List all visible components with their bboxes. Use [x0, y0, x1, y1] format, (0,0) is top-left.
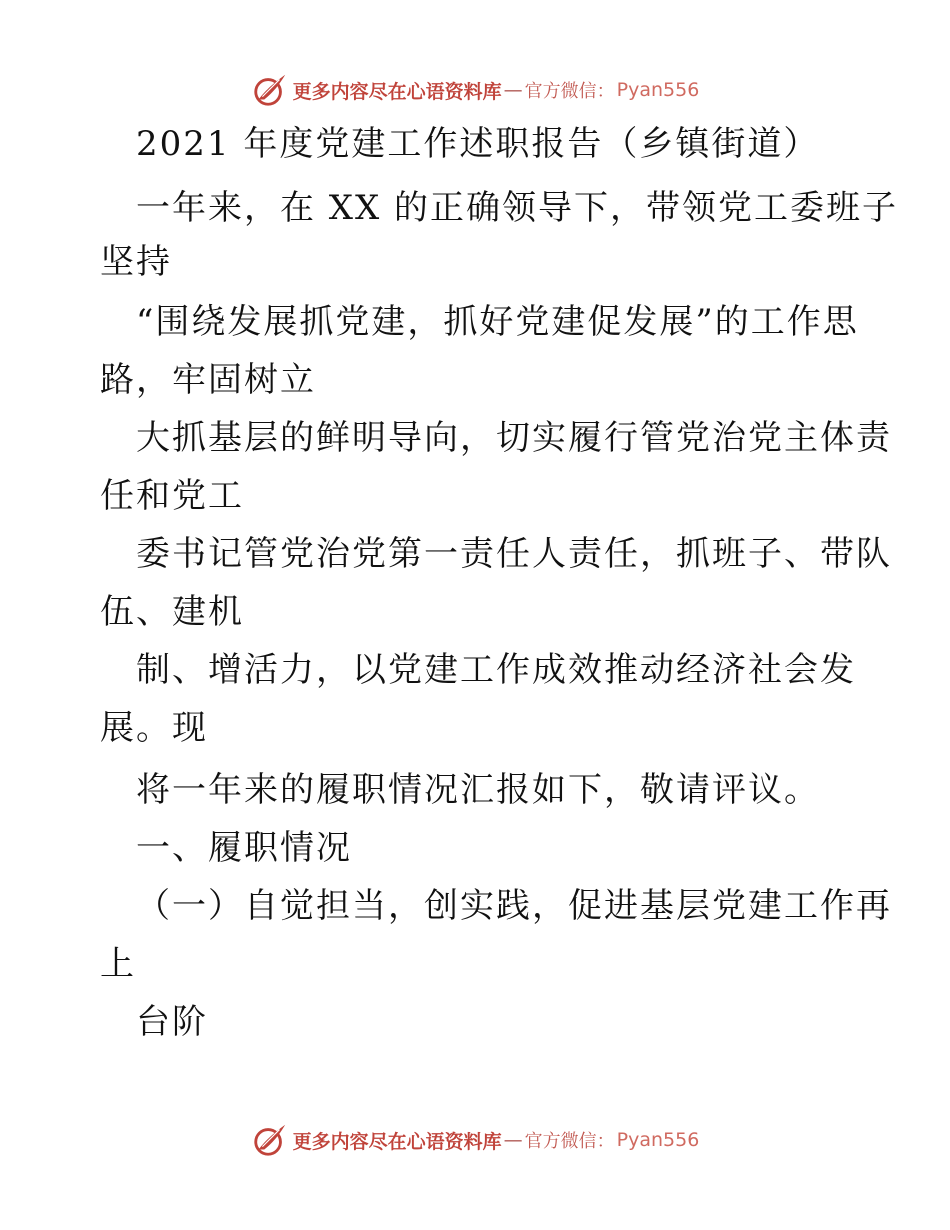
watermark-separator: —: [503, 79, 523, 101]
paragraph-line: 上: [100, 944, 136, 984]
subsection-heading: （一）自觉担当，创实践，促进基层党建工作再: [136, 886, 892, 926]
watermark-official-label: 官方微信：: [524, 81, 615, 102]
watermark-official-label: 官方微信：: [524, 1131, 615, 1152]
quill-logo-icon: [251, 1121, 289, 1159]
quill-logo-icon: [251, 71, 289, 109]
paragraph-line: 任和党工: [100, 476, 244, 516]
paragraph-line: 制、增活力，以党建工作成效推动经济社会发: [136, 650, 856, 690]
paragraph-line: 坚持: [100, 242, 172, 282]
header-watermark: [0, 70, 950, 110]
document-title: 2021 年度党建工作述职报告（乡镇街道）: [136, 124, 820, 164]
paragraph-line: 将一年来的履职情况汇报如下，敬请评议。: [136, 770, 820, 810]
paragraph-line: 一年来，在 XX 的正确领导下，带领党工委班子: [136, 188, 899, 228]
watermark-separator: —: [503, 1129, 523, 1151]
paragraph-line: 大抓基层的鲜明导向，切实履行管党治党主体责: [136, 418, 892, 458]
footer-watermark: [0, 1120, 950, 1160]
paragraph-line: 路，牢固树立: [100, 360, 316, 400]
paragraph-line: 台阶: [136, 1002, 208, 1042]
section-heading: 一、履职情况: [136, 828, 352, 868]
paragraph-line: “围绕发展抓党建，抓好党建促发展”的工作思: [136, 302, 859, 342]
watermark-wechat-id: Pyan556: [616, 1129, 700, 1151]
paragraph-line: 展。现: [100, 708, 208, 748]
paragraph-line: 伍、建机: [100, 592, 244, 632]
watermark-brand-text: 更多内容尽在心语资料库: [292, 1130, 502, 1153]
paragraph-line: 委书记管党治党第一责任人责任，抓班子、带队: [136, 534, 892, 574]
watermark-brand-text: 更多内容尽在心语资料库: [292, 80, 502, 103]
watermark-wechat-id: Pyan556: [616, 79, 700, 101]
